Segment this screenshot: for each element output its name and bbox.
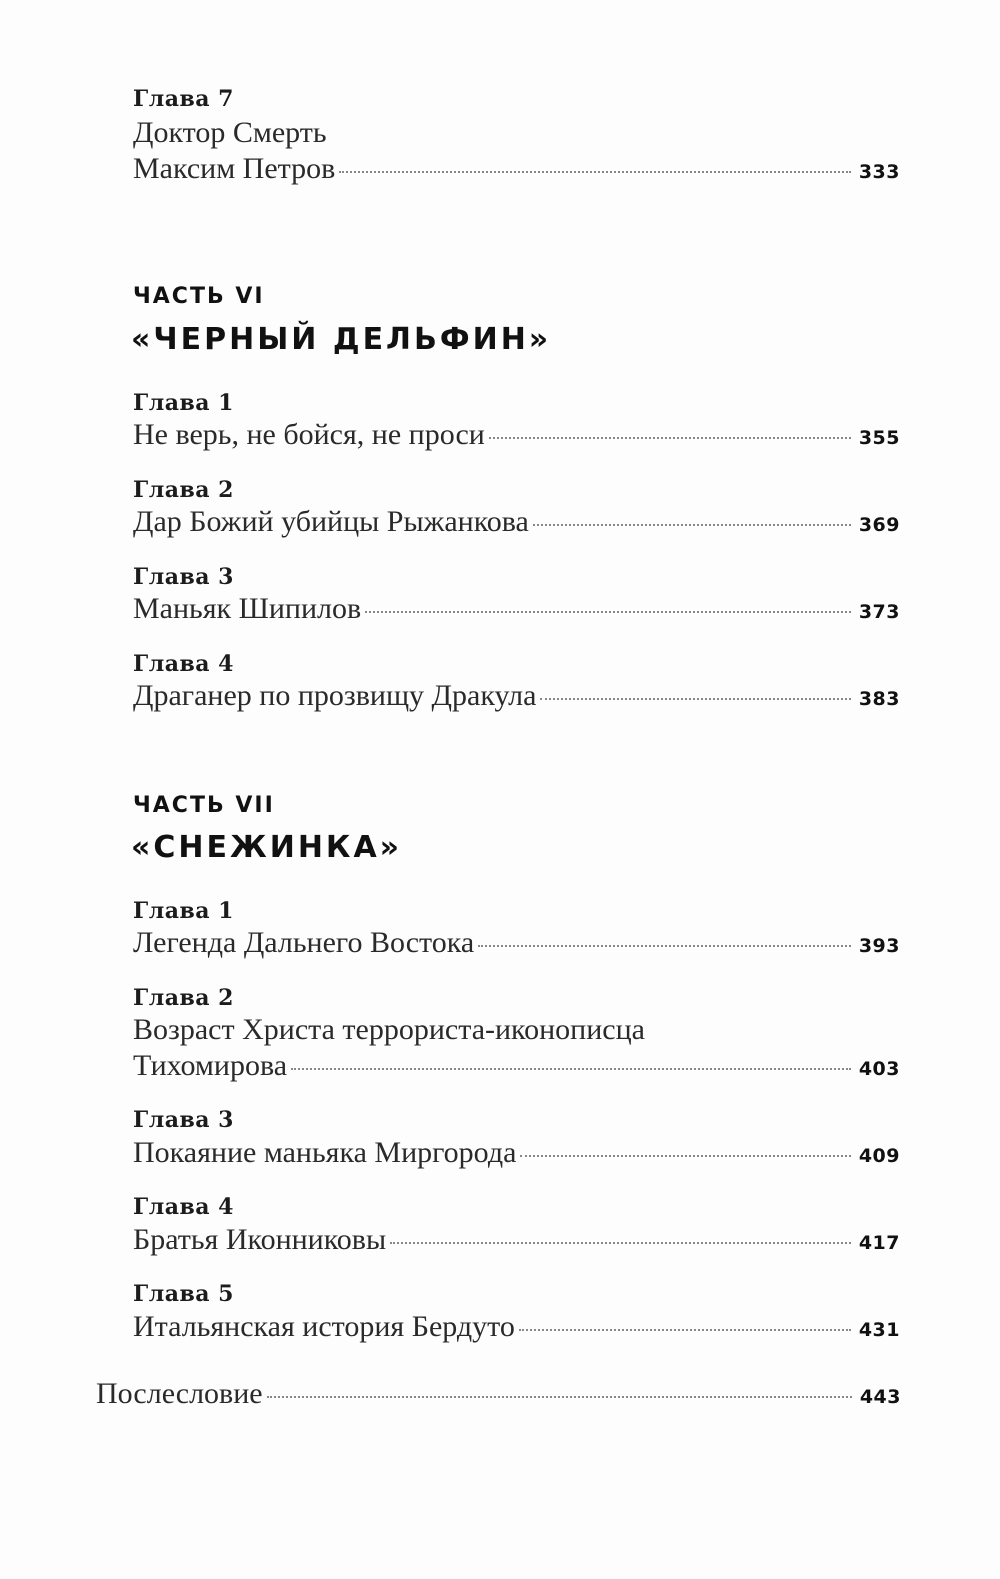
toc-entry[interactable] [133, 416, 900, 454]
chapter-title: Легенда Дальнего Востока [133, 926, 475, 959]
part-label: ЧАСТЬ VI [133, 284, 265, 309]
page-number: 355 [858, 427, 900, 449]
toc-entry[interactable] [133, 1047, 900, 1085]
page-number: 443 [859, 1386, 901, 1408]
chapter-label: Глава 4 [133, 651, 234, 677]
chapter-title: Дар Божий убийцы Рыжанкова [133, 505, 529, 538]
chapter-label: Глава 5 [133, 1281, 234, 1307]
chapter-label: Глава 2 [133, 477, 234, 503]
chapter-title: Максим Петров [133, 152, 336, 185]
page-number: 403 [858, 1058, 900, 1080]
chapter-title: Братья Иконниковы [133, 1223, 387, 1256]
chapter-title: Маньяк Шипилов [133, 592, 362, 625]
chapter-title: Покаяние маньяка Миргорода [133, 1136, 517, 1169]
chapter-title: Не верь, не бойся, не проси [133, 418, 485, 451]
chapter-label: Глава 3 [133, 564, 234, 590]
part-label: ЧАСТЬ VII [133, 793, 275, 818]
chapter-title: Возраст Христа террориста-иконописца [133, 1013, 645, 1046]
toc-entry[interactable] [133, 590, 900, 628]
dot-leader [533, 523, 851, 526]
chapter-label: Глава 2 [133, 985, 234, 1011]
page-number: 409 [858, 1145, 900, 1167]
page-number: 383 [858, 688, 900, 710]
dot-leader [520, 1154, 850, 1157]
chapter-label: Глава 1 [133, 390, 234, 416]
page-number: 393 [858, 935, 900, 957]
chapter-title: Итальянская история Бердуто [133, 1310, 515, 1343]
chapter-title: Доктор Смерть [133, 116, 327, 149]
page-number: 333 [858, 161, 900, 183]
page-number: 431 [858, 1319, 900, 1341]
dot-leader [540, 697, 850, 700]
chapter-title: Драганер по прозвищу Дракула [133, 679, 537, 712]
chapter-label: Глава 1 [133, 898, 234, 924]
toc-entry[interactable] [133, 1308, 900, 1346]
dot-leader [339, 170, 851, 173]
dot-leader [291, 1067, 851, 1070]
chapter-label: Глава 3 [133, 1107, 234, 1133]
chapter-title: Тихомирова [133, 1049, 288, 1082]
part-title: «ЧЕРНЫЙ ДЕЛЬФИН» [131, 322, 552, 357]
afterword-title: Послесловие [96, 1377, 263, 1410]
dot-leader [519, 1328, 851, 1331]
toc-entry-afterword[interactable] [96, 1375, 901, 1413]
page-number: 373 [858, 601, 900, 623]
toc-entry[interactable] [133, 677, 900, 715]
toc-entry[interactable] [133, 1221, 900, 1259]
part-title: «СНЕЖИНКА» [131, 830, 403, 865]
toc-entry[interactable] [133, 1134, 900, 1172]
page-number: 417 [858, 1232, 900, 1254]
dot-leader [267, 1395, 852, 1398]
toc-entry[interactable] [133, 924, 900, 962]
dot-leader [390, 1241, 851, 1244]
dot-leader [365, 610, 851, 613]
dot-leader [489, 436, 851, 439]
page-number: 369 [858, 514, 900, 536]
toc-entry[interactable] [133, 150, 900, 188]
chapter-label: Глава 4 [133, 1194, 234, 1220]
dot-leader [478, 944, 851, 947]
chapter-label: Глава 7 [133, 86, 234, 112]
toc-entry[interactable] [133, 503, 900, 541]
